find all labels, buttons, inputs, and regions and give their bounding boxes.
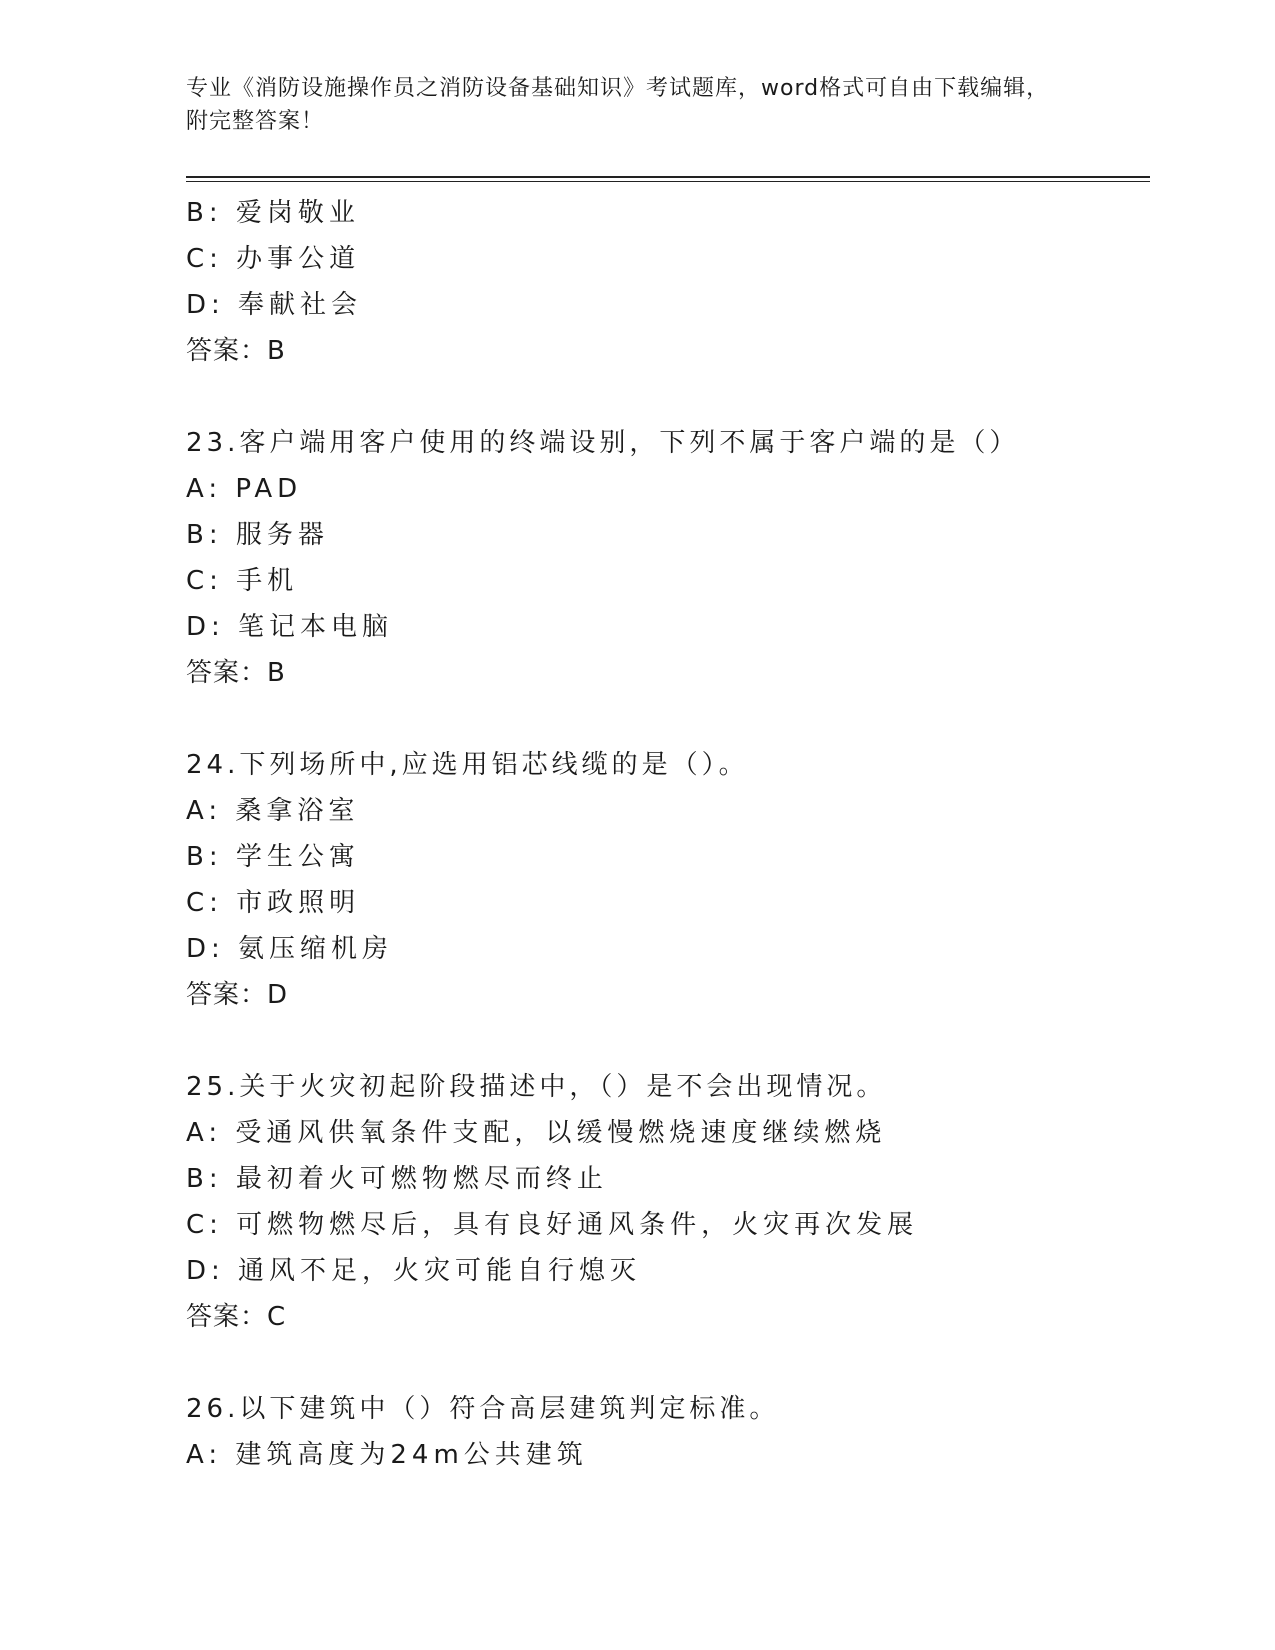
question-stem: 26.以下建筑中（）符合高层建筑判定标准。 [186,1394,780,1424]
option-c: C: 手机 [186,566,299,596]
document-header: 专业《消防设施操作员之消防设备基础知识》考试题库，word格式可自由下载编辑，附完整答案！ [186,76,1050,134]
option-c: C: 可燃物燃尽后，具有良好通风条件，火灾再次发展 [186,1210,919,1240]
question-25 [186,1064,1150,1340]
option-c: C: 办事公道 [186,244,361,274]
option-b: B: 学生公寓 [186,842,360,872]
question-list [186,190,1150,1478]
question-stem: 25.关于火灾初起阶段描述中，（）是不会出现情况。 [186,1072,887,1102]
option-a: A: PAD [186,474,303,504]
spacer [186,1340,1150,1386]
question-26 [186,1386,1150,1478]
option-a: A: 桑拿浴室 [186,796,360,826]
option-d: D: 笔记本电脑 [186,612,394,642]
option-c: C: 市政照明 [186,888,361,918]
answer-line: 答案：B [186,336,286,366]
question-24 [186,742,1150,1018]
question-stem: 24.下列场所中,应选用铝芯线缆的是（）。 [186,750,749,780]
option-a: A: 建筑高度为24m公共建筑 [186,1440,588,1470]
question-stem: 23.客户端用客户使用的终端设别，下列不属于客户端的是（） [186,428,1020,458]
spacer [186,696,1150,742]
spacer [186,1018,1150,1064]
spacer [186,374,1150,420]
answer-line: 答案：B [186,658,286,688]
option-b: B: 最初着火可燃物燃尽而终止 [186,1164,608,1194]
answer-line: 答案：D [186,980,289,1010]
question-23 [186,420,1150,696]
question-22-continued [186,190,1150,374]
option-d: D: 通风不足，火灾可能自行熄灭 [186,1256,642,1286]
option-a: A: 受通风供氧条件支配，以缓慢燃烧速度继续燃烧 [186,1118,887,1148]
option-d: D: 氨压缩机房 [186,934,394,964]
answer-line: 答案：C [186,1302,287,1332]
header-divider-thick [186,176,1150,178]
option-b: B: 爱岗敬业 [186,198,360,228]
option-b: B: 服务器 [186,520,329,550]
option-d: D: 奉献社会 [186,290,363,320]
header-divider-thin [186,181,1150,182]
